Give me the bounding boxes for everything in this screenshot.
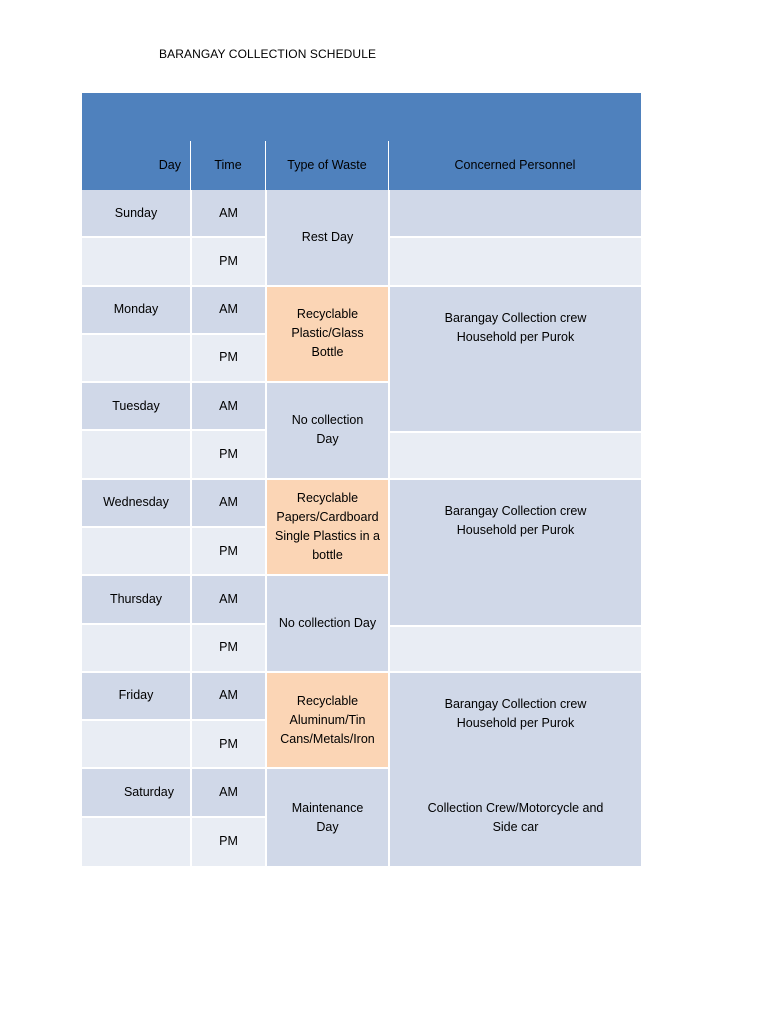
day-spacer	[82, 625, 190, 673]
waste-sunday: Rest Day	[265, 190, 388, 287]
day-wednesday: Wednesday	[82, 480, 190, 528]
time-am: AM	[190, 383, 265, 431]
header-band	[82, 93, 641, 141]
day-thursday: Thursday	[82, 576, 190, 624]
time-am: AM	[190, 480, 265, 528]
waste-monday: Recyclable Plastic/Glass Bottle	[265, 287, 388, 384]
time-am: AM	[190, 576, 265, 624]
waste-tuesday: No collection Day	[265, 383, 388, 480]
personnel-monday: Barangay Collection crew Household per Purok	[388, 287, 641, 432]
waste-thursday: No collection Day	[265, 576, 388, 673]
time-am: AM	[190, 673, 265, 721]
time-pm: PM	[190, 721, 265, 769]
personnel-empty	[388, 431, 641, 479]
day-spacer	[82, 431, 190, 479]
document-title: BARANGAY COLLECTION SCHEDULE	[159, 47, 377, 61]
time-pm: PM	[190, 625, 265, 673]
time-pm: PM	[190, 238, 265, 286]
personnel-saturday: Collection Crew/Motorcycle and Side car	[388, 769, 641, 866]
header-type-of-waste: Type of Waste	[265, 141, 388, 190]
time-pm: PM	[190, 335, 265, 383]
collection-schedule-table	[82, 93, 641, 866]
personnel-empty	[388, 238, 641, 286]
day-saturday: Saturday	[82, 769, 190, 817]
day-spacer	[82, 721, 190, 769]
personnel-friday: Barangay Collection crew Household per Purok	[388, 673, 641, 770]
waste-wednesday: Recyclable Papers/Cardboard Single Plastics in a bottle	[265, 480, 388, 577]
waste-saturday: Maintenance Day	[265, 769, 388, 866]
header-time: Time	[190, 141, 265, 190]
day-spacer	[82, 238, 190, 286]
waste-friday: Recyclable Aluminum/Tin Cans/Metals/Iron	[265, 673, 388, 770]
time-am: AM	[190, 769, 265, 817]
day-monday: Monday	[82, 287, 190, 335]
time-pm: PM	[190, 818, 265, 866]
day-friday: Friday	[82, 673, 190, 721]
personnel-empty	[388, 190, 641, 238]
day-sunday: Sunday	[82, 190, 190, 238]
time-am: AM	[190, 190, 265, 238]
header-day: Day	[82, 141, 190, 190]
day-spacer	[82, 335, 190, 383]
day-spacer	[82, 818, 190, 866]
time-pm: PM	[190, 431, 265, 479]
time-pm: PM	[190, 528, 265, 576]
day-spacer	[82, 528, 190, 576]
time-am: AM	[190, 287, 265, 335]
day-tuesday: Tuesday	[82, 383, 190, 431]
personnel-wednesday: Barangay Collection crew Household per Purok	[388, 480, 641, 625]
personnel-empty	[388, 625, 641, 673]
header-concerned-personnel: Concerned Personnel	[388, 141, 641, 190]
